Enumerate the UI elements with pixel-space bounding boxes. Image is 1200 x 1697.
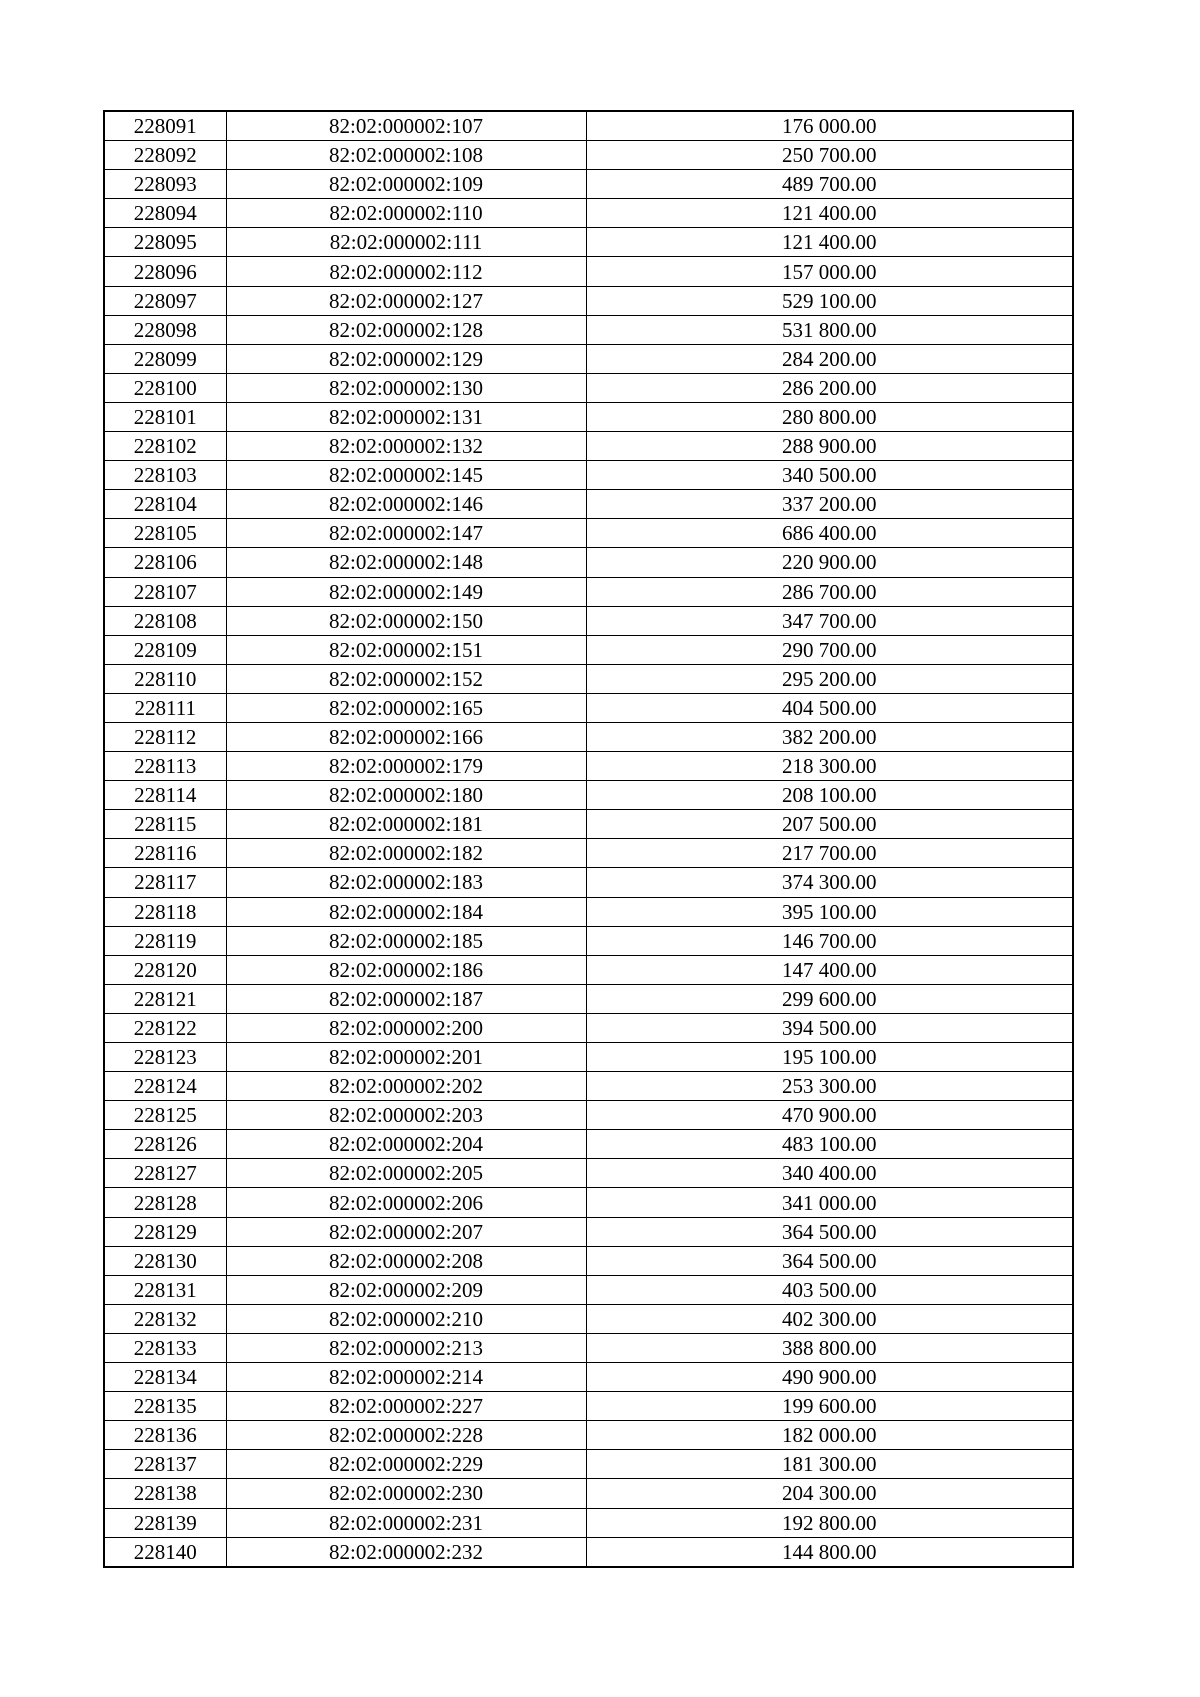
cadastral-value-cell: 403 500.00: [586, 1275, 1073, 1304]
cadastral-number-cell: 82:02:000002:230: [226, 1479, 586, 1508]
cadastral-value-cell: 147 400.00: [586, 955, 1073, 984]
row-number-cell: 228111: [104, 693, 226, 722]
row-number-cell: 228120: [104, 955, 226, 984]
table-row: [104, 693, 1073, 722]
row-number-cell: 228108: [104, 606, 226, 635]
cadastral-number-cell: 82:02:000002:148: [226, 548, 586, 577]
cadastral-value-cell: 121 400.00: [586, 228, 1073, 257]
table-row: [104, 519, 1073, 548]
table-row: [104, 926, 1073, 955]
row-number-cell: 228102: [104, 432, 226, 461]
cadastral-value-cell: 483 100.00: [586, 1130, 1073, 1159]
cadastral-value-cell: 364 500.00: [586, 1246, 1073, 1275]
table-row: [104, 286, 1073, 315]
cadastral-value-cell: 284 200.00: [586, 344, 1073, 373]
row-number-cell: 228117: [104, 868, 226, 897]
row-number-cell: 228119: [104, 926, 226, 955]
cadastral-number-cell: 82:02:000002:227: [226, 1392, 586, 1421]
cadastral-number-cell: 82:02:000002:111: [226, 228, 586, 257]
cadastral-number-cell: 82:02:000002:131: [226, 402, 586, 431]
table-row: [104, 897, 1073, 926]
cadastral-value-table: [103, 110, 1074, 1568]
cadastral-number-cell: 82:02:000002:231: [226, 1508, 586, 1537]
row-number-cell: 228105: [104, 519, 226, 548]
table-row: [104, 1101, 1073, 1130]
cadastral-number-cell: 82:02:000002:213: [226, 1333, 586, 1362]
table-row: [104, 402, 1073, 431]
cadastral-number-cell: 82:02:000002:146: [226, 490, 586, 519]
cadastral-value-cell: 402 300.00: [586, 1304, 1073, 1333]
cadastral-number-cell: 82:02:000002:208: [226, 1246, 586, 1275]
cadastral-value-cell: 286 200.00: [586, 373, 1073, 402]
table-body: [104, 111, 1073, 1567]
row-number-cell: 228113: [104, 752, 226, 781]
row-number-cell: 228100: [104, 373, 226, 402]
cadastral-number-cell: 82:02:000002:207: [226, 1217, 586, 1246]
cadastral-number-cell: 82:02:000002:206: [226, 1188, 586, 1217]
table-row: [104, 1421, 1073, 1450]
cadastral-value-cell: 395 100.00: [586, 897, 1073, 926]
cadastral-number-cell: 82:02:000002:149: [226, 577, 586, 606]
cadastral-value-cell: 382 200.00: [586, 722, 1073, 751]
cadastral-value-cell: 204 300.00: [586, 1479, 1073, 1508]
cadastral-value-cell: 290 700.00: [586, 635, 1073, 664]
row-number-cell: 228104: [104, 490, 226, 519]
cadastral-value-cell: 218 300.00: [586, 752, 1073, 781]
table-row: [104, 228, 1073, 257]
table-row: [104, 984, 1073, 1013]
cadastral-value-cell: 207 500.00: [586, 810, 1073, 839]
cadastral-value-cell: 121 400.00: [586, 199, 1073, 228]
cadastral-number-cell: 82:02:000002:107: [226, 111, 586, 141]
cadastral-value-cell: 299 600.00: [586, 984, 1073, 1013]
cadastral-value-cell: 529 100.00: [586, 286, 1073, 315]
row-number-cell: 228112: [104, 722, 226, 751]
table-row: [104, 199, 1073, 228]
table-row: [104, 1188, 1073, 1217]
cadastral-number-cell: 82:02:000002:210: [226, 1304, 586, 1333]
row-number-cell: 228094: [104, 199, 226, 228]
table-row: [104, 1217, 1073, 1246]
row-number-cell: 228139: [104, 1508, 226, 1537]
row-number-cell: 228099: [104, 344, 226, 373]
row-number-cell: 228093: [104, 170, 226, 199]
cadastral-value-cell: 195 100.00: [586, 1043, 1073, 1072]
row-number-cell: 228138: [104, 1479, 226, 1508]
cadastral-number-cell: 82:02:000002:200: [226, 1013, 586, 1042]
row-number-cell: 228107: [104, 577, 226, 606]
cadastral-value-cell: 295 200.00: [586, 664, 1073, 693]
table-row: [104, 1508, 1073, 1537]
table-row: [104, 635, 1073, 664]
table-row: [104, 1537, 1073, 1567]
table-row: [104, 1392, 1073, 1421]
cadastral-number-cell: 82:02:000002:203: [226, 1101, 586, 1130]
row-number-cell: 228124: [104, 1072, 226, 1101]
table-row: [104, 1333, 1073, 1362]
cadastral-value-cell: 144 800.00: [586, 1537, 1073, 1567]
table-row: [104, 111, 1073, 141]
table-row: [104, 1246, 1073, 1275]
cadastral-value-cell: 181 300.00: [586, 1450, 1073, 1479]
table-row: [104, 315, 1073, 344]
row-number-cell: 228121: [104, 984, 226, 1013]
cadastral-number-cell: 82:02:000002:186: [226, 955, 586, 984]
table-row: [104, 1013, 1073, 1042]
table-row: [104, 606, 1073, 635]
cadastral-value-cell: 157 000.00: [586, 257, 1073, 286]
cadastral-number-cell: 82:02:000002:132: [226, 432, 586, 461]
cadastral-number-cell: 82:02:000002:205: [226, 1159, 586, 1188]
cadastral-value-cell: 388 800.00: [586, 1333, 1073, 1362]
cadastral-value-cell: 341 000.00: [586, 1188, 1073, 1217]
row-number-cell: 228098: [104, 315, 226, 344]
row-number-cell: 228140: [104, 1537, 226, 1567]
table-row: [104, 839, 1073, 868]
table-row: [104, 664, 1073, 693]
cadastral-number-cell: 82:02:000002:150: [226, 606, 586, 635]
table-row: [104, 461, 1073, 490]
row-number-cell: 228109: [104, 635, 226, 664]
cadastral-number-cell: 82:02:000002:184: [226, 897, 586, 926]
cadastral-number-cell: 82:02:000002:180: [226, 781, 586, 810]
cadastral-value-cell: 280 800.00: [586, 402, 1073, 431]
table-row: [104, 868, 1073, 897]
cadastral-value-cell: 182 000.00: [586, 1421, 1073, 1450]
row-number-cell: 228129: [104, 1217, 226, 1246]
table-row: [104, 955, 1073, 984]
cadastral-number-cell: 82:02:000002:151: [226, 635, 586, 664]
row-number-cell: 228125: [104, 1101, 226, 1130]
row-number-cell: 228114: [104, 781, 226, 810]
row-number-cell: 228103: [104, 461, 226, 490]
table-row: [104, 170, 1073, 199]
cadastral-value-cell: 217 700.00: [586, 839, 1073, 868]
table-row: [104, 781, 1073, 810]
row-number-cell: 228130: [104, 1246, 226, 1275]
table-row: [104, 141, 1073, 170]
cadastral-value-cell: 192 800.00: [586, 1508, 1073, 1537]
row-number-cell: 228122: [104, 1013, 226, 1042]
table-row: [104, 373, 1073, 402]
table-row: [104, 490, 1073, 519]
row-number-cell: 228116: [104, 839, 226, 868]
table-row: [104, 1363, 1073, 1392]
cadastral-number-cell: 82:02:000002:232: [226, 1537, 586, 1567]
row-number-cell: 228110: [104, 664, 226, 693]
cadastral-value-cell: 199 600.00: [586, 1392, 1073, 1421]
row-number-cell: 228123: [104, 1043, 226, 1072]
cadastral-value-cell: 686 400.00: [586, 519, 1073, 548]
table-row: [104, 1043, 1073, 1072]
cadastral-value-cell: 489 700.00: [586, 170, 1073, 199]
cadastral-number-cell: 82:02:000002:165: [226, 693, 586, 722]
row-number-cell: 228127: [104, 1159, 226, 1188]
table-row: [104, 1130, 1073, 1159]
row-number-cell: 228126: [104, 1130, 226, 1159]
cadastral-number-cell: 82:02:000002:129: [226, 344, 586, 373]
cadastral-number-cell: 82:02:000002:110: [226, 199, 586, 228]
row-number-cell: 228128: [104, 1188, 226, 1217]
table-row: [104, 1450, 1073, 1479]
row-number-cell: 228101: [104, 402, 226, 431]
cadastral-value-cell: 337 200.00: [586, 490, 1073, 519]
cadastral-number-cell: 82:02:000002:147: [226, 519, 586, 548]
cadastral-number-cell: 82:02:000002:187: [226, 984, 586, 1013]
cadastral-value-cell: 220 900.00: [586, 548, 1073, 577]
cadastral-number-cell: 82:02:000002:108: [226, 141, 586, 170]
cadastral-number-cell: 82:02:000002:109: [226, 170, 586, 199]
cadastral-number-cell: 82:02:000002:152: [226, 664, 586, 693]
cadastral-number-cell: 82:02:000002:130: [226, 373, 586, 402]
row-number-cell: 228135: [104, 1392, 226, 1421]
cadastral-number-cell: 82:02:000002:214: [226, 1363, 586, 1392]
cadastral-value-cell: 288 900.00: [586, 432, 1073, 461]
cadastral-number-cell: 82:02:000002:204: [226, 1130, 586, 1159]
cadastral-value-cell: 490 900.00: [586, 1363, 1073, 1392]
table-row: [104, 1275, 1073, 1304]
cadastral-value-cell: 347 700.00: [586, 606, 1073, 635]
cadastral-number-cell: 82:02:000002:181: [226, 810, 586, 839]
row-number-cell: 228133: [104, 1333, 226, 1362]
cadastral-value-cell: 470 900.00: [586, 1101, 1073, 1130]
row-number-cell: 228095: [104, 228, 226, 257]
cadastral-number-cell: 82:02:000002:185: [226, 926, 586, 955]
table-row: [104, 810, 1073, 839]
cadastral-value-cell: 374 300.00: [586, 868, 1073, 897]
table-row: [104, 344, 1073, 373]
row-number-cell: 228137: [104, 1450, 226, 1479]
cadastral-number-cell: 82:02:000002:209: [226, 1275, 586, 1304]
table-row: [104, 257, 1073, 286]
table-row: [104, 1479, 1073, 1508]
row-number-cell: 228097: [104, 286, 226, 315]
cadastral-value-cell: 364 500.00: [586, 1217, 1073, 1246]
cadastral-value-cell: 146 700.00: [586, 926, 1073, 955]
row-number-cell: 228136: [104, 1421, 226, 1450]
row-number-cell: 228131: [104, 1275, 226, 1304]
cadastral-number-cell: 82:02:000002:229: [226, 1450, 586, 1479]
cadastral-number-cell: 82:02:000002:182: [226, 839, 586, 868]
table-row: [104, 577, 1073, 606]
table-row: [104, 548, 1073, 577]
table-row: [104, 752, 1073, 781]
cadastral-number-cell: 82:02:000002:179: [226, 752, 586, 781]
cadastral-value-cell: 250 700.00: [586, 141, 1073, 170]
cadastral-value-cell: 286 700.00: [586, 577, 1073, 606]
cadastral-value-cell: 394 500.00: [586, 1013, 1073, 1042]
row-number-cell: 228091: [104, 111, 226, 141]
table-row: [104, 1159, 1073, 1188]
cadastral-number-cell: 82:02:000002:166: [226, 722, 586, 751]
row-number-cell: 228096: [104, 257, 226, 286]
cadastral-number-cell: 82:02:000002:201: [226, 1043, 586, 1072]
cadastral-number-cell: 82:02:000002:112: [226, 257, 586, 286]
cadastral-number-cell: 82:02:000002:128: [226, 315, 586, 344]
cadastral-value-cell: 253 300.00: [586, 1072, 1073, 1101]
table-row: [104, 1072, 1073, 1101]
row-number-cell: 228106: [104, 548, 226, 577]
cadastral-number-cell: 82:02:000002:145: [226, 461, 586, 490]
table-row: [104, 1304, 1073, 1333]
table-row: [104, 722, 1073, 751]
cadastral-number-cell: 82:02:000002:228: [226, 1421, 586, 1450]
row-number-cell: 228134: [104, 1363, 226, 1392]
cadastral-value-cell: 208 100.00: [586, 781, 1073, 810]
row-number-cell: 228118: [104, 897, 226, 926]
cadastral-number-cell: 82:02:000002:183: [226, 868, 586, 897]
cadastral-value-cell: 176 000.00: [586, 111, 1073, 141]
cadastral-value-cell: 531 800.00: [586, 315, 1073, 344]
table-row: [104, 432, 1073, 461]
cadastral-value-cell: 340 500.00: [586, 461, 1073, 490]
cadastral-number-cell: 82:02:000002:202: [226, 1072, 586, 1101]
row-number-cell: 228132: [104, 1304, 226, 1333]
row-number-cell: 228092: [104, 141, 226, 170]
cadastral-value-cell: 404 500.00: [586, 693, 1073, 722]
cadastral-value-cell: 340 400.00: [586, 1159, 1073, 1188]
cadastral-number-cell: 82:02:000002:127: [226, 286, 586, 315]
row-number-cell: 228115: [104, 810, 226, 839]
